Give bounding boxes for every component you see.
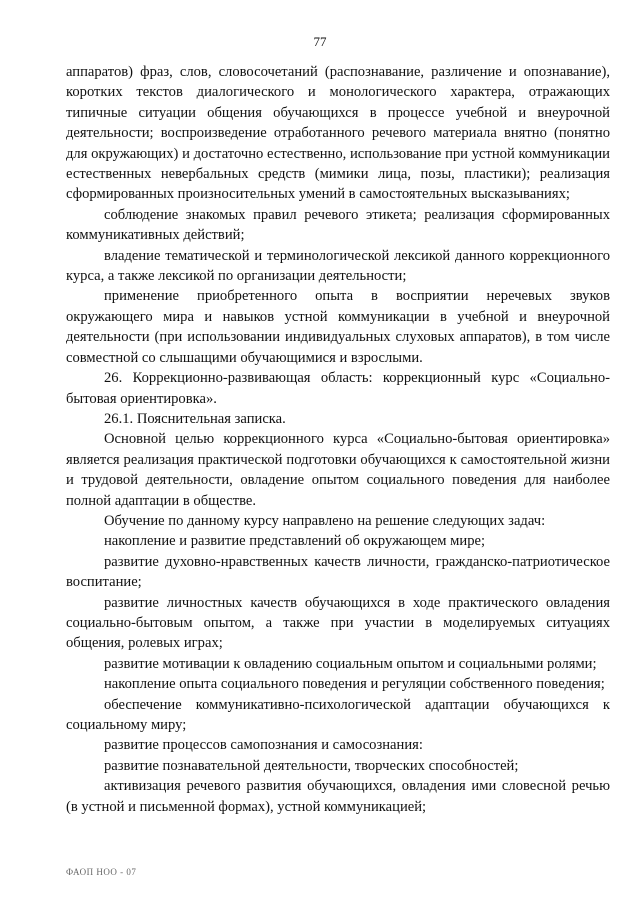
list-item: развитие личностных качеств обучающихся в ходе практического овладения социально-бытовым опытом, а также при участии в моделируемых ситуациях общения, ролевых играх; <box>66 594 610 652</box>
list-item: накопление опыта социального поведения и регуляции собственного поведения; <box>104 676 605 693</box>
list-item: обеспечение коммуникативно-психологической адаптации обучающихся к социальному миру; <box>66 696 610 733</box>
body-text <box>66 62 610 817</box>
list-item: развитие мотивации к овладению социальным опытом и социальными ролями; <box>104 655 597 672</box>
document-code: ФАОП НОО - 07 <box>66 867 137 877</box>
list-item: активизация речевого развития обучающихся, овладения ими словесной речью (в устной и письменной формах), устной коммуникацией; <box>66 778 610 815</box>
list-item: развитие познавательной деятельности, творческих способностей; <box>104 757 519 774</box>
paragraph: Обучение по данному курсу направлено на решение следующих задач: <box>104 512 546 529</box>
paragraph: аппаратов) фраз, слов, словосочетаний (распознавание, различение и опознавание), коротких текстов диалогического и монологического характера, отражающих типичные ситуации общения обучающихся в процессе учебной и внеурочной деятельности; воспроизведение отработанного речевого материала внятно (понятно для окружающих) и достаточно естественно, использование при устной коммуникации естественных невербальных средств (мимики лица, позы, пластики); реализация сформированных произносительных умений в самостоятельных высказываниях; <box>66 64 610 203</box>
list-item: развитие духовно-нравственных качеств личности, гражданско-патриотическое воспитание; <box>66 553 610 591</box>
paragraph: Основной целью коррекционного курса «Социально-бытовая ориентировка» является реализация практической подготовки обучающихся к самостоятельной жизни и трудовой деятельности, овладение опытом социального поведения для наиболее полной адаптации в обществе. <box>66 431 610 509</box>
list-item: накопление и развитие представлений об окружающем мире; <box>104 533 486 550</box>
paragraph: применение приобретенного опыта в восприятии неречевых звуков окружающего мира и навыков устной коммуникации в учебной и внеурочной деятельности (при использовании индивидуальных слуховых аппаратов), в том числе совместной со слышащими обучающимися и взрослыми. <box>66 288 610 366</box>
list-item: развитие процессов самопознания и самосознания: <box>104 737 423 754</box>
subsection-heading: 26.1. Пояснительная записка. <box>104 410 286 427</box>
paragraph: соблюдение знакомых правил речевого этикета; реализация сформированных коммуникативных действий; <box>66 206 610 244</box>
page-number: 77 <box>313 34 327 49</box>
section-heading: 26. Коррекционно-развивающая область: коррекционный курс «Социально-бытовая ориентировка». <box>66 370 610 407</box>
paragraph: владение тематической и терминологической лексикой данного коррекционного курса, а также лексикой по организации деятельности; <box>66 247 610 285</box>
